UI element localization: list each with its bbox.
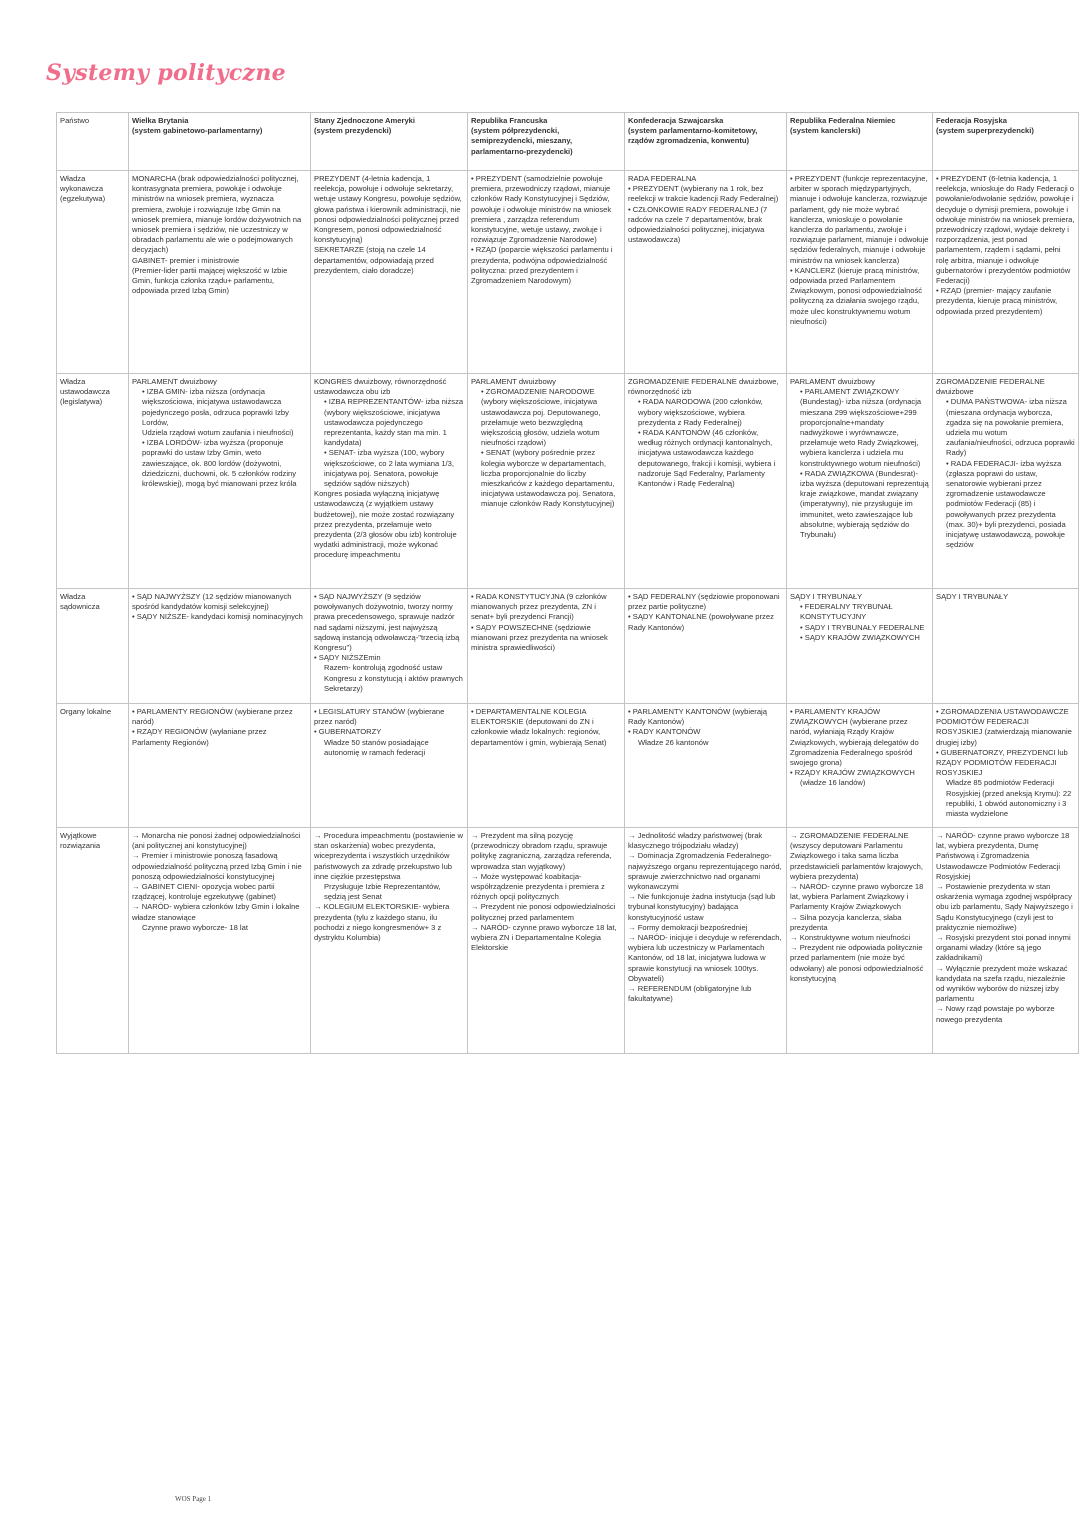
cell-gb	[129, 171, 311, 374]
country-name: Stany Zjednoczone Ameryki	[314, 116, 415, 125]
cell-line: → GABINET CIENI- opozycja wobec partii rządzącej, kontroluje egzekutywę (gabinet)	[132, 882, 276, 902]
cell-line: • PARLAMENTY REGIONÓW (wybierane przez naród)	[132, 707, 293, 727]
cell-line: PARLAMENT dwuizbowy	[790, 377, 875, 386]
cell-us	[311, 704, 468, 828]
header-country-ch	[625, 113, 787, 171]
cell-line: SĄDY I TRYBUNAŁY	[790, 592, 863, 601]
cell-line: → Jednolitość władzy państwowej (brak klasycznego trójpodziału władzy)	[628, 831, 763, 851]
cell-line: • DEPARTAMENTALNE KOLEGIA ELEKTORSKIE (deputowani do ZN i członkowie władz lokalnych: regionów, departamentów i gmin, wybierają Senat)	[471, 707, 607, 747]
cell-line: → Nowy rząd powstaje po wyborze nowego prezydenta	[936, 1004, 1055, 1024]
cell-line: KONGRES dwuizbowy, równorzędność ustawodawcza obu izb	[314, 377, 447, 397]
cell-line: Kongres posiada wyłączną inicjatywę ustawodawczą (z wyjątkiem ustawy budżetowej), nie może zostać rozwiązany przez prezydenta, przełamuje weto prezydenta (2/3 głosów obu izb) kontroluje wydatki administracji, może wykonać procedurę impeachmentu	[314, 489, 457, 560]
cell-ru	[933, 374, 1079, 589]
cell-line: Udziela rządowi wotum zaufania i nieufności)	[142, 428, 294, 438]
header-country-us	[311, 113, 468, 171]
row-legislative	[57, 374, 1079, 589]
cell-line: • RZĄD (premier- mający zaufanie prezydenta, kieruje pracą ministrów, odpowiada przed prezydentem)	[936, 286, 1058, 316]
system-type: (system superprezydencki)	[936, 126, 1034, 136]
cell-line: Razem- kontrolują zgodność ustaw Kongresu z konstytucją i aktów prawnych Sekretarzy)	[324, 663, 463, 693]
cell-line: → NARÓD- czynne prawo wyborcze 18 lat, wybiera ZN i Departamentalne Kolegia Elektorskie	[471, 922, 617, 953]
cell-us	[311, 171, 468, 374]
header-country-ru	[933, 113, 1079, 171]
country-name: Republika Federalna Niemiec	[790, 116, 896, 125]
cell-line: → Rosyjski prezydent stoi ponad innymi organami władzy (które są jego zakładnikami)	[936, 933, 1071, 963]
cell-line: • RADA ZWIĄZKOWA (Bundesrat)- izba wyższa (deputowani reprezentują kraje związkowe, mandat związany (imperatywny), nie przysługuje im immunitet, weto zawieszające lub absolutne, wybierają sędziów do Trybunału)	[800, 468, 929, 540]
header-country-gb	[129, 113, 311, 171]
cell-line: → ZGROMADZENIE FEDERALNE (wszyscy deputowani Parlamentu Związkowego i taka sama liczba przedstawicieli parlamentów krajowych, wybiera prezydenta)	[790, 831, 923, 881]
cell-line: → Silna pozycja kanclerza, słaba prezydenta	[790, 912, 902, 932]
cell-line: → Procedura impeachmentu (postawienie w stan oskarżenia) wobec prezydenta, wiceprezydenta i wszystkich urzędników państwowych za zdradę przekupstwo lub inne ciężkie przestępstwa	[314, 831, 463, 881]
cell-line: Władze 26 kantonów	[638, 737, 709, 747]
cell-de	[787, 704, 933, 828]
country-name: Wielka Brytania	[132, 116, 189, 125]
cell-line: ZGROMADZENIE FEDERALNE dwuizbowe	[936, 377, 1045, 397]
cell-fr	[468, 374, 625, 589]
cell-line: • SĄDY NIŻSZEmin	[314, 653, 381, 663]
row-label: Wyjątkowe rozwiązania	[57, 828, 129, 1054]
cell-line: Czynne prawo wyborcze- 18 lat	[142, 922, 248, 932]
cell-line: • RZĄD (poparcie większości parlamentu i prezydenta, podwójna odpowiedzialność polityczna: przed prezydentem i Zgromadzeniem Narodowym)	[471, 245, 613, 286]
row-judicial	[57, 589, 1079, 704]
cell-ru	[933, 589, 1079, 704]
cell-ru	[933, 704, 1079, 828]
cell-line: • RADY KANTONÓW	[628, 727, 701, 737]
cell-line: • SĄDY KANTONALNE (powoływane przez Rady Kantonów)	[628, 612, 774, 632]
cell-line: • PREZYDENT (wybierany na 1 rok, bez reelekcji w trakcie kadencji Rady Federalnej)	[628, 184, 779, 204]
cell-line: • RADA NARODOWA (200 członków, wybory większościowe, wybiera prezydenta z Rady Federalnej)	[638, 397, 763, 427]
page-footer: WOS Page 1	[175, 1495, 212, 1503]
cell-line: → Dominacja Zgromadzenia Federalnego- najwyższego organu reprezentującego naród, sprawuje zwierzchnictwo nad organami wykonawczymi	[628, 851, 782, 892]
cell-de	[787, 374, 933, 589]
cell-line: • IZBA GMIN- izba niższa (ordynacja większościowa, inicjatywa ustawodawcza pojedynczego posła, odrzuca poprawki Izby Lordów,	[142, 387, 289, 427]
cell-line: MONARCHA (brak odpowiedzialności politycznej, kontrasygnata premiera, powołuje i odwołuje ministrów na wniosek premiera, wyznacza premiera, zwołuje i rozwiązuje Izbę Gmin na wniosek premiera, mianuje lordów dożywotnich na wniosek premiera i sędziów, nie uczestniczy w obradach parlamentu ale wie o podejmowanych decyzjach)	[132, 174, 302, 255]
cell-line: • SĄDY I TRYBUNAŁY FEDERALNE	[800, 622, 925, 632]
row-label: Organy lokalne	[57, 704, 129, 828]
row-executive	[57, 171, 1079, 374]
country-name: Republika Francuska	[471, 116, 548, 125]
system-type: (system parlamentarno-komitetowy, rządów zgromadzenia, konwentu)	[628, 126, 758, 146]
cell-line: • PARLAMENT ZWIĄZKOWY (Bundestag)- izba niższa (ordynacja mieszana 299 większościowe+299 proporcjonalne+mandaty nadwyżkowe i wyrównawcze, przełamuje weto Rady Związkowej, wybiera kanclerza i udziela mu konstruktywnego wotum nieufności)	[800, 387, 922, 468]
header-country-fr	[468, 113, 625, 171]
cell-line: → Konstruktywne wotum nieufności	[790, 933, 911, 943]
row-label: Władza sądownicza	[57, 589, 129, 704]
cell-line: ZGROMADZENIE FEDERALNE dwuizbowe, równorzędność izb	[628, 377, 779, 397]
cell-line: → Monarcha nie ponosi żadnej odpowiedzialności (ani politycznej ani konstytucyjnej)	[132, 831, 301, 851]
cell-line: PARLAMENT dwuizbowy	[471, 377, 556, 386]
cell-line: • GUBERNATORZY	[314, 727, 382, 737]
cell-ch	[625, 589, 787, 704]
cell-fr	[468, 589, 625, 704]
page-title: Systemy polityczne	[46, 60, 286, 86]
cell-de	[787, 589, 933, 704]
header-label: Państwo	[57, 113, 129, 171]
cell-line: → REFERENDUM (obligatoryjne lub fakultatywne)	[628, 984, 752, 1004]
cell-line: • SENAT- izba wyższa (100, wybory większościowe, co 2 lata wymiana 1/3, inicjatywa poj. Senatora, powołuje sędziów sądów niższych)	[324, 448, 454, 489]
cell-line: • SĄDY POWSZECHNE (sędziowie mianowani przez prezydenta na wniosek ministra sprawiedliwości)	[471, 622, 608, 653]
cell-line: • PREZYDENT (6-letnia kadencja, 1 reelekcja, wnioskuje do Rady Federacji o powołanie/odwołanie sędziów, powołuje i decyduje o dymisji premiera, powołuje i odwołuje ministrów na wniosek premiera, przewodniczy rządowi, wydaje dekrety i rozporządzenia, jest ponad parlamentem, rządem i sądami, pełni rolę arbitra, mianuje i odwołuje gubernatorów i prezydentów podmiotów Federacji)	[936, 174, 1075, 286]
row-label: Władza ustawodawcza (legislatywa)	[57, 374, 129, 589]
cell-line: → Premier i ministrowie ponoszą fasadową odpowiedzialność polityczną przed Izbą Gmin i nie ponoszą odpowiedzialności konstytucyjnej	[132, 851, 302, 881]
cell-line: SĄDY I TRYBUNAŁY	[936, 592, 1009, 601]
cell-line: • RADA KANTONÓW (46 członków, według różnych ordynacji kantonalnych, inicjatywa ustawodawcza każdego deputowanego, frakcji i komisji, wybiera i nadzoruje Sąd Federalny, Parlamenty Kantonów i Radę Federalną)	[638, 428, 776, 489]
cell-line: • RZĄDY REGIONÓW (wyłaniane przez Parlamenty Regionów)	[132, 727, 267, 747]
cell-line: • PARLAMENTY KANTONÓW (wybierają Rady Kantonów)	[628, 707, 767, 727]
cell-fr	[468, 171, 625, 374]
row-label: Władza wykonawcza (egzekutywa)	[57, 171, 129, 374]
cell-line: SEKRETARZE (stoją na czele 14 departamentów, odpowiadają przed prezydentem, ciało doradcze)	[314, 245, 434, 275]
cell-line: → NARÓD- czynne prawo wyborcze 18 lat, wybiera Parlament Związkowy i Parlamenty Krajów Związkowych	[790, 882, 924, 912]
cell-line: • FEDERALNY TRYBUNAŁ KONSTYTUCYJNY	[800, 602, 893, 622]
cell-line: • SĄD FEDERALNY (sędziowie proponowani przez partie polityczne)	[628, 592, 780, 612]
cell-line: • IZBA LORDÓW- izba wyższa (proponuje poprawki do ustaw Izby Gmin, weto zawieszające, ok. 800 lordów (dożywotni, dziedziczni, duchowni, ok. 5 członków rodziny królewskiej), mogą być mianowani przez króla	[142, 438, 297, 489]
cell-line: • GUBERNATORZY, PREZYDENCI lub RZĄDY PODMIOTÓW FEDERACJI ROSYJSKIEJ	[936, 747, 1068, 778]
cell-ch	[625, 704, 787, 828]
cell-line: • RADA FEDERACJI- izba wyższa (zgłasza poprawi do ustaw, senatorowie wybierani przez zgromadzenie ustawodawcze podmiotów Federacji (85) i powoływanych przez prezydenta (max. 30)+ byli prezydenci, posiada inicjatywę ustawodawczą, powołuje sędziów	[946, 458, 1066, 550]
cell-line: Przysługuje Izbie Reprezentantów, sędzią jest Senat	[324, 882, 441, 902]
cell-line: • KANCLERZ (kieruje pracą ministrów, odpowiada przed Parlamentem Związkowym, ponosi odpowiedzialność polityczną za działania swojego rządu, może ulec konstruktywnemu wotum nieufności)	[790, 265, 923, 326]
cell-line: • PREZYDENT (samodzielnie powołuje premiera, przewodniczy rządowi, mianuje członków Rady Konstytucyjnej i Sędziów, powołuje i odwołuje ministrów na wniosek premiera , zarządza referendum konstytucyjne, wetuje ustawy, zwołuje i rozwiązuje Zgromadzenie Narodowe)	[471, 174, 612, 245]
country-name: Federacja Rosyjska	[936, 116, 1007, 125]
cell-line: GABINET- premier i ministrowie	[132, 255, 240, 265]
cell-us	[311, 589, 468, 704]
system-type: (system kanclerski)	[790, 126, 861, 136]
political-systems-table	[56, 112, 1079, 1054]
cell-line: PARLAMENT dwuizbowy	[132, 377, 217, 386]
cell-line: • CZŁONKOWIE RADY FEDERALNEJ (7 radców na czele 7 departamentów, brak odpowiedzialności politycznej, inicjatywa ustawodawcza)	[628, 204, 768, 245]
cell-line: → NARÓD- wybiera członków Izby Gmin i lokalne władze stanowiące	[132, 902, 300, 922]
cell-line: • DUMA PAŃSTWOWA- izba niższa (mieszana ordynacja wyborcza, zgadza się na powołanie premiera, udziela mu wotum zaufania/nieufności, odrzuca poprawki Rady)	[946, 397, 1075, 458]
cell-ru	[933, 828, 1079, 1054]
cell-line: • SĄD NAJWYŻSZY (9 sędziów powoływanych dożywotnio, tworzy normy prawa precedensowego, sprawuje nadzór nad sądami niższymi, jest najwyższą sądową instancją odwoławczą-"trzecią izbą Kongresu")	[314, 592, 460, 653]
cell-line: → Formy demokracji bezpośredniej	[628, 922, 748, 932]
row-local	[57, 704, 1079, 828]
cell-line: → Prezydent ma silną pozycję (przewodniczy obradom rządu, sprawuje politykę zagraniczną, zarządza referenda, wprowadza stan wyjątkowy)	[471, 831, 612, 871]
cell-line: → NARÓD- inicjuje i decyduje w referendach, wybiera lub uczestniczy w Parlamentach Kantonów, od 18 lat, inicjatywa ludowa w sprawie konstytucji na wniosek 100tys. Obywateli)	[628, 933, 782, 983]
cell-line: • SĄDY KRAJÓW ZWIĄZKOWYCH	[800, 632, 920, 642]
cell-gb	[129, 589, 311, 704]
cell-line: (Premier-lider partii mającej większość w Izbie Gmin, funkcja członka rządu+ parlamentu, odpowiada przed Izbą Gmin)	[132, 265, 288, 296]
system-type: (system półprezydencki, semiprezydencki, mieszany, parlamentarno-prezydencki)	[471, 126, 573, 156]
table-header-row	[57, 113, 1079, 171]
cell-line: • PARLAMENTY KRAJÓW ZWIĄZKOWYCH (wybierane przez naród, wyłaniają Rządy Krajów Związkowych, wybierają delegatów do Zgromadzenia Federalnego spośród swojego grona)	[790, 707, 919, 768]
cell-line: • SENAT (wybory pośrednie przez kolegia wyborcze w departamentach, liczba proporcjonalnie do liczby mieszkańców z każdego departamentu, inicjatywa ustawodawcza poj. Senatora, mianuje członków Rady Konstytucyjnej)	[481, 448, 616, 509]
cell-de	[787, 171, 933, 374]
cell-line: • ZGROMADZENIA USTAWODAWCZE PODMIOTÓW FEDERACJI ROSYJSKIEJ (zatwierdzają mianowanie drugiej izby)	[936, 707, 1072, 747]
cell-line: • SĄDY NIŻSZE- kandydaci komisji nominacyjnych	[132, 612, 303, 622]
cell-line: → Prezydent nie ponosi odpowiedzialności politycznej przed parlamentem	[471, 902, 616, 922]
cell-us	[311, 828, 468, 1054]
cell-fr	[468, 828, 625, 1054]
cell-ch	[625, 828, 787, 1054]
cell-line: • ZGROMADZENIE NARODOWE (wybory większościowe, inicjatywa ustawodawcza poj. Deputowanego, przełamuje weto bezwzględną większością głosów, udziela wotum nieufności rządowi)	[481, 387, 601, 448]
cell-line: → Nie funkcjonuje żadna instytucja (sąd lub trybunał konstytucyjny) badająca konstytucyjność ustaw	[628, 892, 776, 922]
cell-line: → Prezydent nie odpowiada politycznie przed parlamentem (nie może być odwołany) ale ponosi odpowiedzialność konstytucyjną	[790, 943, 924, 983]
cell-ch	[625, 374, 787, 589]
cell-gb	[129, 704, 311, 828]
cell-gb	[129, 374, 311, 589]
cell-us	[311, 374, 468, 589]
cell-ch	[625, 171, 787, 374]
cell-gb	[129, 828, 311, 1054]
cell-line: RADA FEDERALNA	[628, 174, 697, 183]
cell-de	[787, 828, 933, 1054]
cell-line: PREZYDENT (4-letnia kadencja, 1 reelekcja, powołuje i odwołuje sekretarzy, wetuje ustawy Kongresu, powołuje sędziów, głowa państwa i kierownik administracji, nie ponosi odpowiedzialności politycznej przed Kongresem, ponosi odpowiedzialność konstytucyjną)	[314, 174, 462, 245]
header-country-de	[787, 113, 933, 171]
cell-line: • SĄD NAJWYŻSZY (12 sędziów mianowanych spośród kandydatów komisji selekcyjnej)	[132, 592, 292, 612]
cell-ru	[933, 171, 1079, 374]
cell-line: → Postawienie prezydenta w stan oskarżenia wymaga zgodnej współpracy obu izb parlamentu, Sądy Najwyższego i Sądu Konstytucyjnego (czyli jest to praktycznie niemożliwe)	[936, 882, 1073, 932]
cell-line: Władze 85 podmiotów Federacji Rosyjskiej (przed aneksją Krymu): 22 republiki, 1 obwód autonomiczny i 3 miasta wydzielone	[946, 778, 1072, 819]
cell-line: → Może występować koabitacja- współrządzenie prezydenta i premiera z różnych opcji politycznych	[471, 871, 605, 902]
cell-line: • LEGISLATURY STANÓW (wybierane przez naród)	[314, 707, 445, 727]
row-exceptional	[57, 828, 1079, 1054]
cell-line: → Wyłącznie prezydent może wskazać kandydata na szefa rządu, niezależnie od wyników wyborów do niższej izby parlamentu	[936, 963, 1068, 1004]
cell-line: Władze 50 stanów posiadające autonomię w ramach federacji	[324, 737, 429, 757]
system-type: (system gabinetowo-parlamentarny)	[132, 126, 263, 136]
cell-line: → NARÓD- czynne prawo wyborcze 18 lat, wybiera prezydenta, Dumę Państwową i Zgromadzenia Ustawodawcze Podmiotów Federacji Rosyjskiej	[936, 831, 1070, 881]
cell-fr	[468, 704, 625, 828]
cell-line: • IZBA REPREZENTANTÓW- izba niższa (wybory większościowe, inicjatywa ustawodawcza pojedynczego reprezentanta, każdy stan ma min. 1 kandydata)	[324, 397, 464, 448]
cell-line: • PREZYDENT (funkcje reprezentacyjne, arbiter w sporach międzypartyjnych, mianuje i odwołuje kanclerza, rozwiązuje parlament, gdy nie może wybrać kanclerza, wnioskuje o powołanie kanclerza do parlamentu, zwołuje i rozwiązuje parlament, mianuje i odwołuje sędziów federalnych, mianuje i odwołuje ministrów na wniosek kanclerza)	[790, 174, 929, 265]
cell-line: • RZĄDY KRAJÓW ZWIĄZKOWYCH	[790, 768, 915, 778]
cell-line: (władze 16 landów)	[800, 778, 866, 788]
country-name: Konfederacja Szwajcarska	[628, 116, 724, 125]
system-type: (system prezydencki)	[314, 126, 392, 136]
cell-line: → KOLEGIUM ELEKTORSKIE- wybiera prezydenta (tylu z każdego stanu, ilu pochodzi z niego kongresmenów+ 3 z dystryktu Kolumbia)	[314, 902, 450, 943]
cell-line: • RADA KONSTYTUCYJNA (9 członków mianowanych przez prezydenta, ZN i senat+ byli prezydenci Francji)	[471, 592, 607, 622]
